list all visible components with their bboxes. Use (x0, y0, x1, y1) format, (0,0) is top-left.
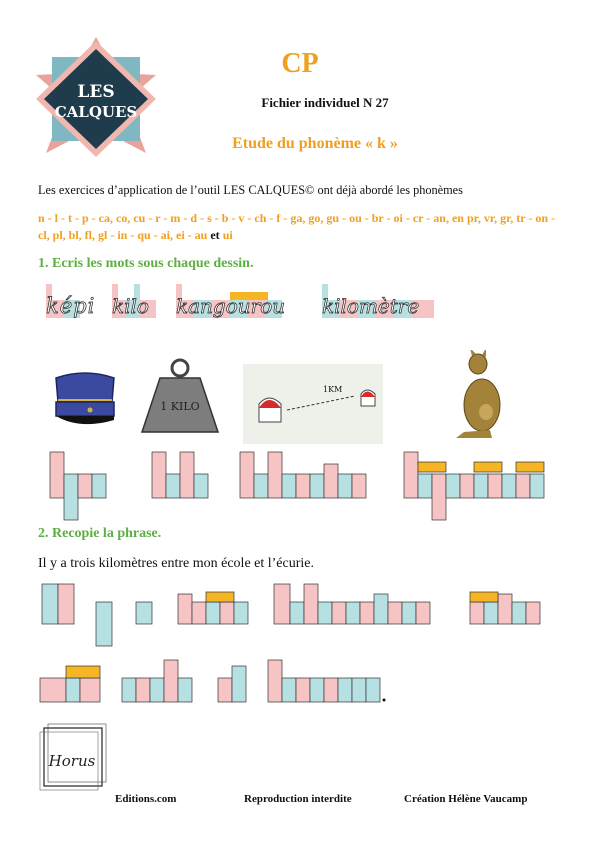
cursive-word-kilometre: kilomètre (322, 294, 420, 318)
guide-kilo (152, 452, 208, 498)
exercise2-title: 2. Recopie la phrase. (38, 526, 162, 541)
kilometer-marker-image (243, 364, 383, 444)
word-models (40, 282, 440, 322)
guide-kilometre (240, 452, 366, 498)
marker-label: 1KM (323, 385, 343, 394)
weight-label-text: 1 KILO (160, 400, 200, 413)
horus-logo (38, 722, 110, 792)
footer-creation: Création Hélène Vaucamp (404, 793, 528, 805)
sentence-model: Il y a trois kilomètres entre mon école et l’écurie. (38, 556, 315, 571)
phoneme-list-and: et (210, 228, 220, 242)
kepi-image (50, 370, 120, 432)
guide-row-2 (40, 660, 386, 702)
guide-kangourou (404, 452, 544, 520)
kangaroo-image (452, 350, 514, 440)
logo-text-calques: CALQUES (54, 103, 138, 121)
les-calques-logo (30, 35, 162, 163)
phoneme-list-main: n - l - t - p - ca, co, cu - r - m - d - s - b - v - ch - f - ga, go, gu - ou - br - oi - cr - an, en pr, vr, gr, tr - on - cl, pl, bl, fl, gl - in - qu - ai, ei - au (38, 211, 556, 242)
phoneme-list (38, 210, 558, 244)
cursive-word-kepi: képi (46, 294, 96, 318)
horus-logo-text: Horus (48, 752, 96, 770)
footer-reproduction: Reproduction interdite (244, 793, 352, 805)
sentence-guides (38, 580, 558, 710)
intro-text: Les exercices d’application de l’outil LES CALQUES© ont déjà abordé les phonèmes (38, 183, 463, 197)
logo-text-les: LES (77, 82, 115, 102)
phoneme-list-last: ui (222, 228, 233, 242)
writing-guides (48, 450, 556, 522)
guide-kepi (50, 452, 106, 520)
etude-title: Etude du phonème « k » (232, 135, 398, 152)
exercise1-title: 1. Ecris les mots sous chaque dessin. (38, 256, 254, 271)
cursive-word-kilo: kilo (112, 294, 149, 318)
guide-row-1 (42, 584, 540, 646)
cursive-word-kangourou: kangourou (176, 294, 286, 318)
fichier-title: Fichier individuel N 27 (261, 95, 389, 110)
footer-editions: Editions.com (115, 793, 177, 805)
level-title: CP (281, 48, 319, 79)
weight-image (140, 358, 220, 434)
